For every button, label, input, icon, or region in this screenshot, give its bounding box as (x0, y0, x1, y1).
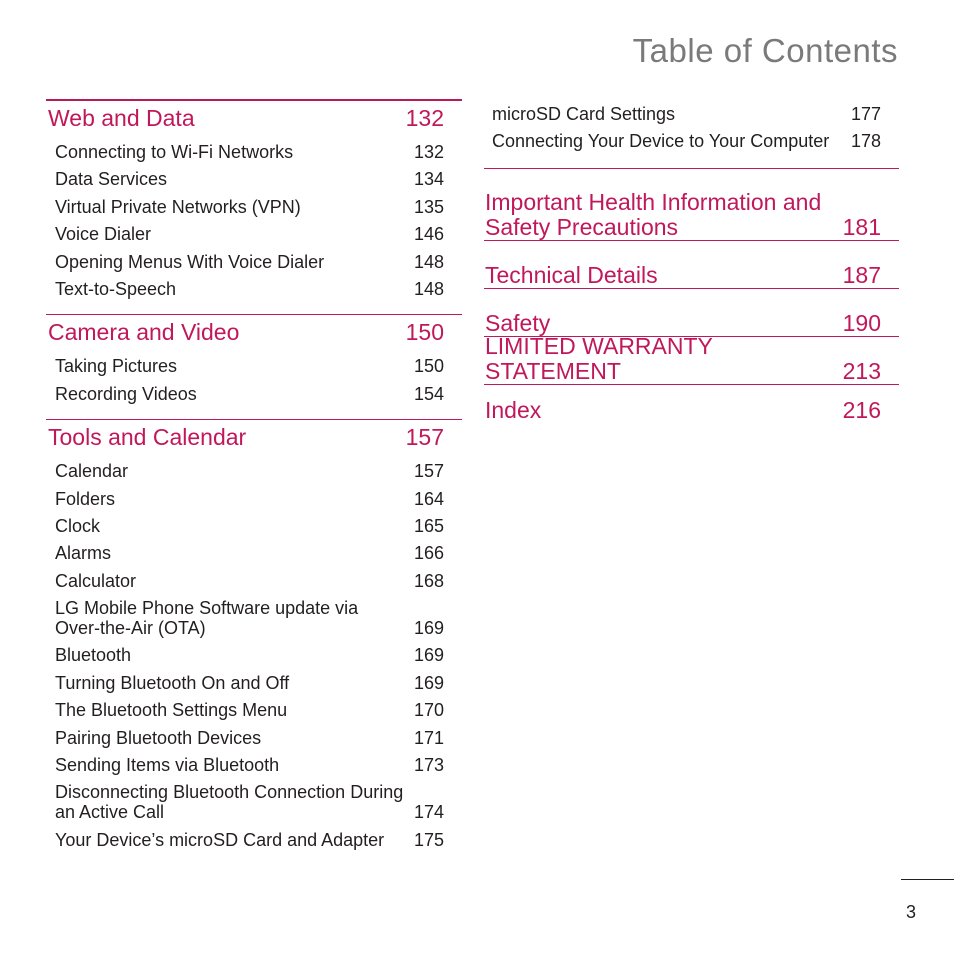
entry-title: Connecting to Wi-Fi Networks (55, 142, 294, 162)
entry-page: 169 (413, 645, 444, 666)
toc-section-heading[interactable] (46, 419, 462, 451)
toc-entry[interactable] (492, 104, 881, 124)
entry-title: Your Device’s microSD Card and Adapter (55, 829, 385, 850)
entry-page: 154 (413, 383, 444, 404)
entry-title: Calendar (55, 461, 129, 482)
entry-title: Connecting Your Device to Your Computer (492, 131, 830, 151)
entry-page: 175 (413, 829, 444, 850)
entry-title: Disconnecting Bluetooth Connection During an Active Call (55, 782, 404, 823)
entry-title: Voice Dialer (55, 224, 152, 245)
entry-title: Folders (55, 488, 116, 509)
toc-left-column (46, 99, 462, 865)
entry-title: Sending Items via Bluetooth (55, 755, 280, 776)
entry-page: 150 (413, 356, 444, 377)
section-page: 157 (405, 424, 444, 451)
toc-entry[interactable] (55, 279, 444, 299)
entry-title: Recording Videos (55, 383, 197, 404)
entry-title: Clock (55, 515, 101, 536)
entry-title: Data Services (55, 169, 168, 190)
entry-page: 170 (413, 700, 444, 721)
entry-title: LG Mobile Phone Software update via Over-the-Air (OTA) (55, 598, 359, 639)
toc-entry-list (46, 346, 462, 419)
entry-page: 171 (413, 727, 444, 748)
section-page: 150 (405, 319, 444, 346)
toc-entry[interactable] (55, 830, 444, 850)
entry-page: 178 (850, 131, 881, 151)
toc-entry[interactable] (55, 645, 444, 665)
toc-entry-list (484, 99, 899, 168)
section-page: 216 (842, 397, 881, 423)
entry-page: 174 (413, 802, 444, 823)
toc-section-heading[interactable] (484, 168, 899, 240)
toc-section-heading[interactable] (484, 240, 899, 288)
section-title: Safety (485, 310, 551, 336)
toc-section-heading[interactable] (484, 384, 899, 423)
entry-page: 173 (413, 755, 444, 776)
toc-entry[interactable] (55, 142, 444, 162)
toc-entry[interactable] (55, 461, 444, 481)
section-title: Index (485, 397, 542, 423)
toc-right-column (484, 99, 899, 423)
toc-section-heading[interactable] (484, 288, 899, 336)
page-number: 3 (905, 902, 916, 922)
toc-entry[interactable] (55, 252, 444, 272)
toc-entry[interactable] (55, 755, 444, 775)
section-page: 213 (842, 358, 881, 384)
toc-entry[interactable] (55, 197, 444, 217)
entry-title: Opening Menus With Voice Dialer (55, 251, 325, 272)
entry-page: 168 (413, 570, 444, 591)
entry-page: 132 (413, 142, 444, 162)
toc-entry[interactable] (55, 598, 444, 638)
toc-entry[interactable] (55, 169, 444, 189)
section-page: 190 (842, 310, 881, 336)
entry-title: Taking Pictures (55, 356, 178, 377)
entry-title: Pairing Bluetooth Devices (55, 727, 262, 748)
entry-title: Calculator (55, 570, 137, 591)
toc-entry[interactable] (55, 224, 444, 244)
toc-entry[interactable] (55, 571, 444, 591)
page-title: Table of Contents (632, 32, 898, 69)
toc-entry[interactable] (55, 700, 444, 720)
entry-title: Text-to-Speech (55, 278, 177, 299)
entry-page: 169 (413, 618, 444, 639)
toc-entry[interactable] (55, 728, 444, 748)
toc-entry[interactable] (55, 489, 444, 509)
entry-page: 177 (850, 104, 881, 124)
entry-page: 146 (413, 224, 444, 245)
toc-entry[interactable] (55, 782, 444, 822)
entry-page: 165 (413, 515, 444, 536)
page-number-rule (901, 879, 954, 880)
entry-title: Bluetooth (55, 645, 132, 666)
toc-entry[interactable] (55, 356, 444, 376)
section-title: Web and Data (48, 105, 195, 131)
entry-page: 134 (413, 169, 444, 190)
toc-entry[interactable] (55, 543, 444, 563)
entry-page: 135 (413, 196, 444, 217)
section-title: LIMITED WARRANTY STATEMENT (485, 333, 713, 384)
toc-section-heading[interactable] (46, 99, 462, 132)
toc-entry[interactable] (55, 673, 444, 693)
entry-title: Alarms (55, 543, 112, 564)
entry-page: 164 (413, 488, 444, 509)
entry-page: 148 (413, 251, 444, 272)
section-title: Important Health Information and Safety Precautions (485, 189, 822, 240)
entry-title: Virtual Private Networks (VPN) (55, 196, 301, 217)
entry-title: Turning Bluetooth On and Off (55, 672, 290, 693)
toc-entry-list (46, 132, 462, 314)
entry-page: 148 (413, 278, 444, 299)
entry-page: 169 (413, 672, 444, 693)
toc-entry[interactable] (492, 131, 881, 151)
toc-entry[interactable] (55, 384, 444, 404)
toc-section-heading[interactable] (46, 314, 462, 346)
section-title: Tools and Calendar (48, 424, 247, 451)
section-title: Camera and Video (48, 319, 240, 346)
section-page: 132 (405, 105, 444, 131)
entry-page: 157 (413, 461, 444, 482)
toc-section-heading[interactable] (484, 333, 899, 384)
toc-entry[interactable] (55, 516, 444, 536)
entry-title: microSD Card Settings (492, 104, 676, 124)
section-page: 181 (842, 214, 881, 240)
entry-title: The Bluetooth Settings Menu (55, 700, 288, 721)
entry-page: 166 (413, 543, 444, 564)
toc-entry-list (46, 451, 462, 865)
section-page: 187 (842, 262, 881, 288)
section-title: Technical Details (485, 262, 658, 288)
